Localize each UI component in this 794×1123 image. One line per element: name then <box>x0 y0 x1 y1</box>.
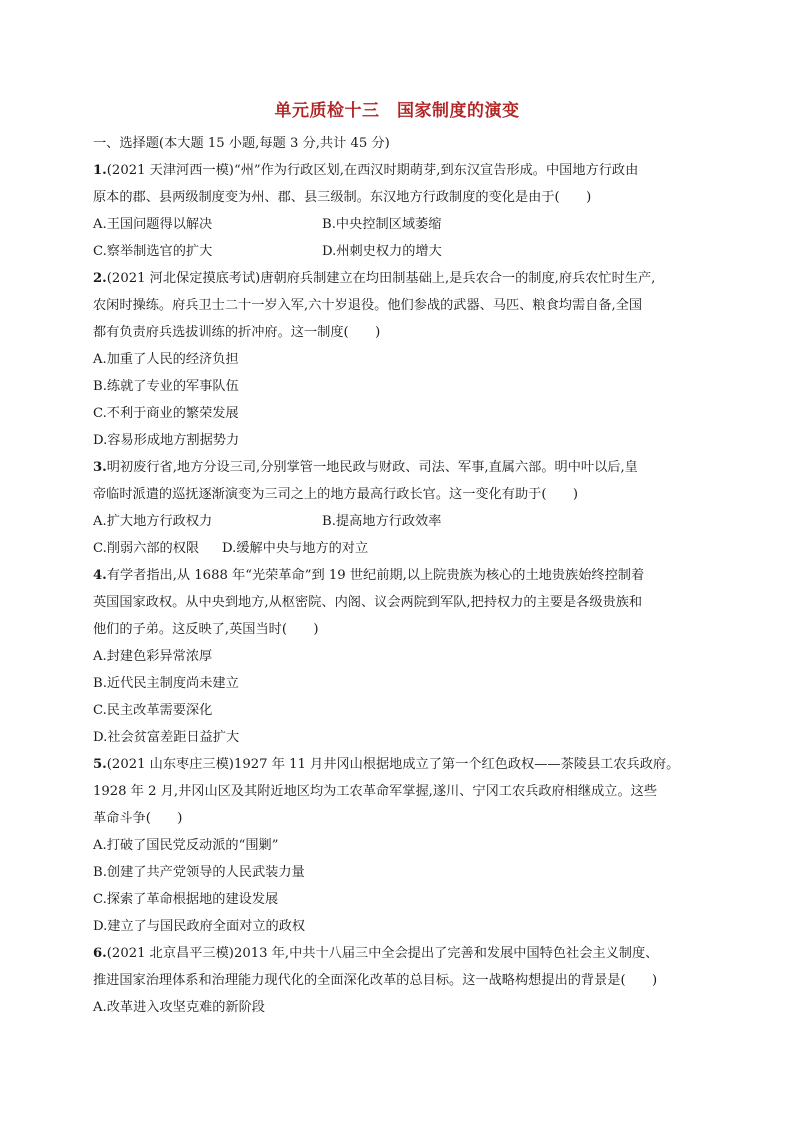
question-text: 推进国家治理体系和治理能力现代化的全面深化改革的总目标。这一战略构想提出的背景是( ) <box>93 973 658 988</box>
question-5 <box>93 757 679 773</box>
question-text: 革命斗争( ) <box>93 811 183 826</box>
question-2 <box>93 271 655 287</box>
option-b: B.练就了专业的军事队伍 <box>93 379 239 394</box>
option-d: D.建立了与国民政府全面对立的政权 <box>93 919 306 934</box>
option-b: B.提高地方行政效率 <box>322 514 442 529</box>
question-text: (2021 河北保定摸底考试)唐朝府兵制建立在均田制基础上,是兵农合一的制度,府兵农忙时生产, <box>106 271 656 286</box>
option-c: C.探索了革命根据地的建设发展 <box>93 892 279 907</box>
question-text: (2021 山东枣庄三模)1927 年 11 月井冈山根据地成立了第一个红色政权——茶陵县工农兵政府。 <box>106 757 680 772</box>
question-text: 农闲时操练。府兵卫士二十一岁入军,六十岁退役。他们参战的武器、马匹、粮食均需自备,全国 <box>93 298 643 313</box>
question-number: 4. <box>93 568 107 583</box>
option-d: D.州刺史权力的增大 <box>322 244 442 259</box>
question-4 <box>93 568 644 584</box>
question-number: 2. <box>93 271 107 286</box>
option-d: D.缓解中央与地方的对立 <box>222 541 369 556</box>
question-text: 有学者指出,从 1688 年“光荣革命”到 19 世纪前期,以上院贵族为核心的土地贵族始终控制着 <box>106 568 645 583</box>
section-heading: 一、选择题(本大题 15 小题,每题 3 分,共计 45 分) <box>93 136 390 151</box>
option-b: B.近代民主制度尚未建立 <box>93 676 239 691</box>
option-a: A.打破了国民党反动派的“围剿” <box>93 838 279 853</box>
question-text: 原本的郡、县两级制度变为州、郡、县三级制。东汉地方行政制度的变化是由于( ) <box>93 190 592 205</box>
question-text: 英国国家政权。从中央到地方,从枢密院、内阁、议会两院到军队,把持权力的主要是各级贵族和 <box>93 595 643 610</box>
question-text: 明初废行省,地方分设三司,分别掌管一地民政与财政、司法、军事,直属六部。明中叶以后,皇 <box>106 460 638 475</box>
question-text: 都有负责府兵选拔训练的折冲府。这一制度( ) <box>93 325 381 340</box>
option-a: A.封建色彩异常浓厚 <box>93 649 213 664</box>
question-text: (2021 天津河西一模)“州”作为行政区划,在西汉时期萌芽,到东汉宣告形成。中国地方行政由 <box>106 163 639 178</box>
option-d: D.社会贫富差距日益扩大 <box>93 730 240 745</box>
option-b: B.中央控制区域萎缩 <box>322 217 442 232</box>
page-title: 单元质检十三 国家制度的演变 <box>274 101 520 121</box>
question-number: 3. <box>93 460 107 475</box>
question-number: 5. <box>93 757 107 772</box>
option-a: A.王国问题得以解决 <box>93 217 213 232</box>
option-a: A.加重了人民的经济负担 <box>93 352 239 367</box>
option-c: C.民主改革需要深化 <box>93 703 213 718</box>
option-c: C.削弱六部的权限 <box>93 541 200 556</box>
question-3 <box>93 460 638 476</box>
question-6 <box>93 946 658 962</box>
option-d: D.容易形成地方割据势力 <box>93 433 240 448</box>
question-number: 6. <box>93 946 107 961</box>
option-c: C.不利于商业的繁荣发展 <box>93 406 239 421</box>
question-text: (2021 北京昌平三模)2013 年,中共十八届三中全会提出了完善和发展中国特色社会主义制度、 <box>106 946 659 961</box>
question-number: 1. <box>93 163 107 178</box>
question-text: 1928 年 2 月,井冈山区及其附近地区均为工农革命军掌握,遂川、宁冈工农兵政府相继成立。这些 <box>93 784 658 799</box>
option-a: A.改革进入攻坚克难的新阶段 <box>93 1000 265 1015</box>
question-1 <box>93 163 638 179</box>
option-b: B.创建了共产党领导的人民武装力量 <box>93 865 305 880</box>
option-c: C.察举制选官的扩大 <box>93 244 213 259</box>
question-text: 帝临时派遣的巡抚逐渐演变为三司之上的地方最高行政长官。这一变化有助于( ) <box>93 487 579 502</box>
question-text: 他们的子弟。这反映了,英国当时( ) <box>93 622 319 637</box>
option-a: A.扩大地方行政权力 <box>93 514 213 529</box>
